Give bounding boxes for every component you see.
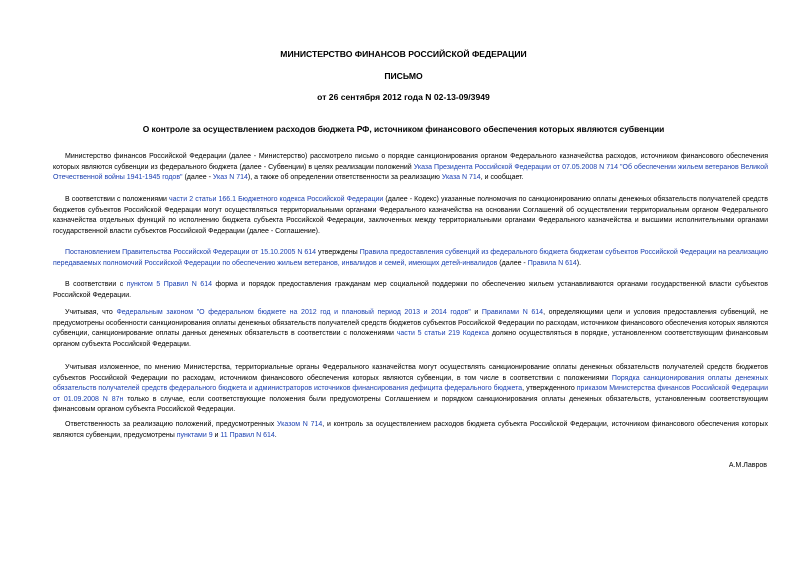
link-rules-614[interactable]: Правила N 614 [527,259,577,267]
document-subject: О контроле за осуществлением расходов бюджета РФ, источником финансового обеспечения которых являются субвенции [142,124,665,134]
link-payment-authorization-procedure[interactable]: Порядка санкционирования оплаты денежных обязательств получателей средств федерального бюджета и администраторов источников финансирования дефицита федерального бюджета [53,374,768,393]
paragraph-1 [53,152,768,184]
paragraph-text: В соответствии с положениями [65,196,170,203]
paragraph-text: утверждены [316,249,360,256]
link-resolution-614[interactable]: Постановлением Правительства Российской Федерации от 15.10.2005 N 614 [65,249,317,256]
paragraph-text: Ответственность за реализацию положений, предусмотренных [65,421,278,428]
ministry-heading: МИНИСТЕРСТВО ФИНАНСОВ РОССИЙСКОЙ ФЕДЕРАЦИИ [280,49,527,59]
document-type: ПИСЬМО [384,71,423,81]
paragraph-5 [53,308,768,350]
link-rules-614[interactable]: Правилами N 614 [481,309,544,316]
paragraph-6 [53,363,768,416]
paragraph-text: только в случае, если соответствующие положения были предусмотрены Соглашением и порядком санкционирования оплаты денежных обязательств, установленным соответствующим финансовым органом субъекта Российской Федерации. [53,395,768,414]
paragraph-text: и [470,309,482,316]
paragraph-3 [53,248,768,269]
link-federal-budget-law[interactable]: Федеральным законом "О федеральном бюджете на 2012 год и плановый период 2013 и 2014 годов" [116,309,471,316]
link-rules-614-item-11[interactable]: 11 Правил N 614 [220,431,275,439]
document-date-number: от 26 сентября 2012 года N 02-13-09/3949 [317,92,490,102]
link-rules-614-item-5[interactable]: пунктом 5 Правил N 614 [126,281,212,288]
paragraph-text: Учитывая, что [65,309,117,316]
paragraph-text: , утвержденного [522,385,577,393]
paragraph-2 [53,195,768,237]
paragraph-text: форма и порядок предоставления гражданам мер социальной поддержки по обеспечению жильем устанавливаются органами государственной власти субъектов Российской Федерации. [53,281,768,299]
paragraph-text: . [274,431,277,439]
link-decree-714-short[interactable]: Указом N 714 [277,421,323,428]
paragraph-7 [53,420,768,441]
link-budget-code-166-1[interactable]: части 2 статьи 166.1 Бюджетного кодекса Российской Федерации [169,196,384,203]
paragraph-text: В соответствии с [65,281,127,288]
link-minfin-order-87n[interactable]: приказом Министерства финансов Российской Федерации от 01.09.2008 N 87н [53,385,768,403]
paragraph-text: (далее - [497,259,528,267]
paragraph-text: Министерство финансов Российской Федерации (далее - Министерство) рассмотрело письмо о порядке санкционирования органом Федерального казначейства расходов, источником финансового обеспечения которых являются субвенции из федерального бюджета (далее - Субвенции) в целях реализации положений [53,153,768,171]
paragraph-text: ), а также об определении ответственности за реализацию [247,174,442,182]
paragraph-text: должно осуществляться в порядке, установленном соответствующим финансовым органом субъекта Российской Федерации. [53,330,768,348]
paragraph-text: и [212,431,221,439]
paragraph-text: ). [576,259,582,267]
link-decree-714[interactable]: Указа Президента Российской Федерации от 07.05.2008 N 714 "Об обеспечении жильем ветеранов Великой Отечественной войны 1941-1945 годов" [53,163,769,182]
link-decree-714-short[interactable]: Указа N 714 [441,174,481,182]
link-rules-subventions[interactable]: Правила предоставления субвенций из федерального бюджета бюджетам субъектов Российской Федерации на реализацию передаваемых полномочий Российской Федерации по обеспечению жильем ветеранов, инвалидов и семей, имеющих детей-инвалидов [53,249,768,267]
link-code-219-part-5[interactable]: части 5 статьи 219 Кодекса [396,330,490,338]
link-rules-614-item-9[interactable]: пунктами 9 [176,431,213,439]
paragraph-text: , определяющими цели и условия предоставления субвенций, не предусмотрены особенности санкционирования оплаты денежных обязательств получателей средств бюджетов субъектов Российской Федерации по расходам, источником финансового обеспечения которых являются субвенции, санкционирование оплаты данных денежных обязательств в соответствии с положениями [53,309,768,338]
paragraph-text: , и сообщает. [480,174,524,182]
paragraph-text: , и контроль за осуществлением расходов бюджета субъекта Российской Федерации, источником финансового обеспечения которых являются субвенции, предусмотрены [53,421,768,439]
paragraph-text: (далее - [182,174,213,182]
link-decree-714-short[interactable]: Указ N 714 [212,174,248,182]
signature: А.М.Лавров [728,462,767,469]
paragraph-text: Учитывая изложенное, по мнению Министерства, территориальные органы Федерального казначейства могут осуществлять санкционирование оплаты денежных обязательств получателей средств бюджетов субъектов Российской Федерации по расходам, источником финансового обеспечения которых являются субвенции, в том числе в соответствии с положениями [53,364,768,382]
paragraph-4 [53,280,768,301]
paragraph-text: (далее - Кодекс) указанные полномочия по санкционированию оплаты денежных обязательств получателей средств бюджетов субъектов Российской Федерации могут осуществляться территориальными органами Федерального казначейства на основании Соглашений об осуществлении территориальным органом Федерального казначейства отдельных функций по исполнению бюджета субъекта Российской Федерации, заключенных между территориальными органами Федерального казначейства и высшими исполнительными органами государственной власти субъектов Российской Федерации (далее - Соглашение). [53,196,768,235]
